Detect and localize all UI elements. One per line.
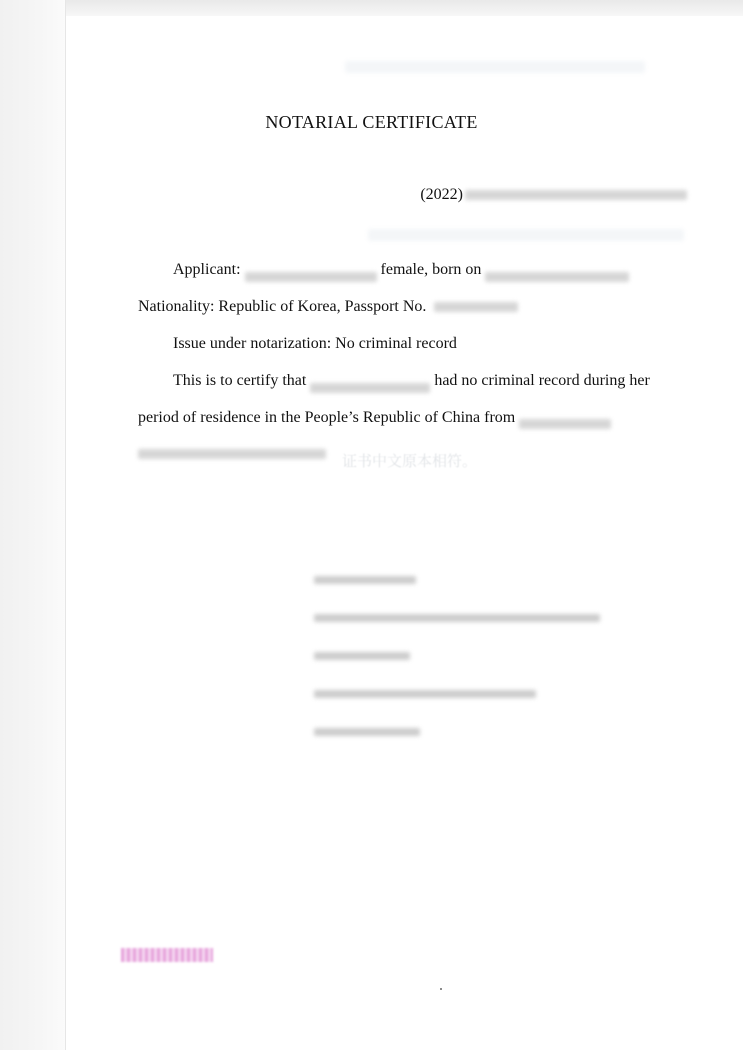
scan-top-edge [0, 0, 743, 16]
bleed-through-ref [368, 226, 684, 243]
redacted-bleed-header [345, 61, 645, 73]
faint-seal-mark [548, 658, 648, 706]
redacted-notary-office [314, 614, 600, 622]
pink-serial-stamp [121, 948, 213, 962]
notary-signature-block [314, 560, 600, 750]
redacted-certified-name [310, 383, 430, 393]
born-word: born [432, 261, 462, 278]
page-title: NOTARIAL CERTIFICATE [265, 112, 478, 132]
scan-left-edge [0, 0, 66, 1050]
certify-paragraph [138, 363, 684, 473]
on-word: on [465, 261, 482, 278]
certify-line-2 [138, 400, 684, 437]
issue-text: Issue under notarization: No criminal record [173, 335, 457, 352]
signature-line-office [314, 598, 600, 636]
bleed-through-chinese: 证书中文原本相符。 [342, 454, 478, 470]
speck-mark [440, 988, 442, 990]
signature-line-notary [314, 560, 600, 598]
redacted-start-date [519, 419, 611, 429]
nationality-line [138, 289, 684, 326]
redacted-province [314, 652, 410, 660]
applicant-line [138, 252, 684, 289]
certify-text-part-2: had no criminal record during her [434, 372, 650, 389]
bleed-through-header [345, 58, 645, 75]
redacted-country [314, 690, 536, 698]
certify-text-part-1: This is to certify that [173, 372, 307, 389]
certify-line-1 [138, 363, 684, 400]
gender-text: female, [380, 261, 429, 278]
nationality-text: Nationality: Republic of Korea, Passport No. [138, 297, 427, 315]
redacted-bleed-ref [368, 229, 684, 241]
residence-text: period of residence in the People’s Republic of China from [138, 408, 516, 426]
signature-line-date [314, 712, 600, 750]
applicant-label: Applicant: [173, 261, 241, 278]
redacted-birth-date [485, 272, 629, 282]
redacted-date [314, 728, 420, 736]
applicant-paragraph [138, 252, 684, 325]
reference-number [420, 186, 687, 204]
redacted-applicant-name [245, 272, 377, 282]
reference-year: (2022) [420, 186, 463, 203]
issue-line [138, 326, 684, 363]
redacted-reference [465, 190, 687, 200]
redacted-notary-name [314, 576, 416, 584]
issue-paragraph [138, 326, 684, 363]
redacted-passport-number [434, 302, 518, 312]
redacted-end-date [138, 449, 326, 459]
certify-line-3 [138, 436, 684, 473]
